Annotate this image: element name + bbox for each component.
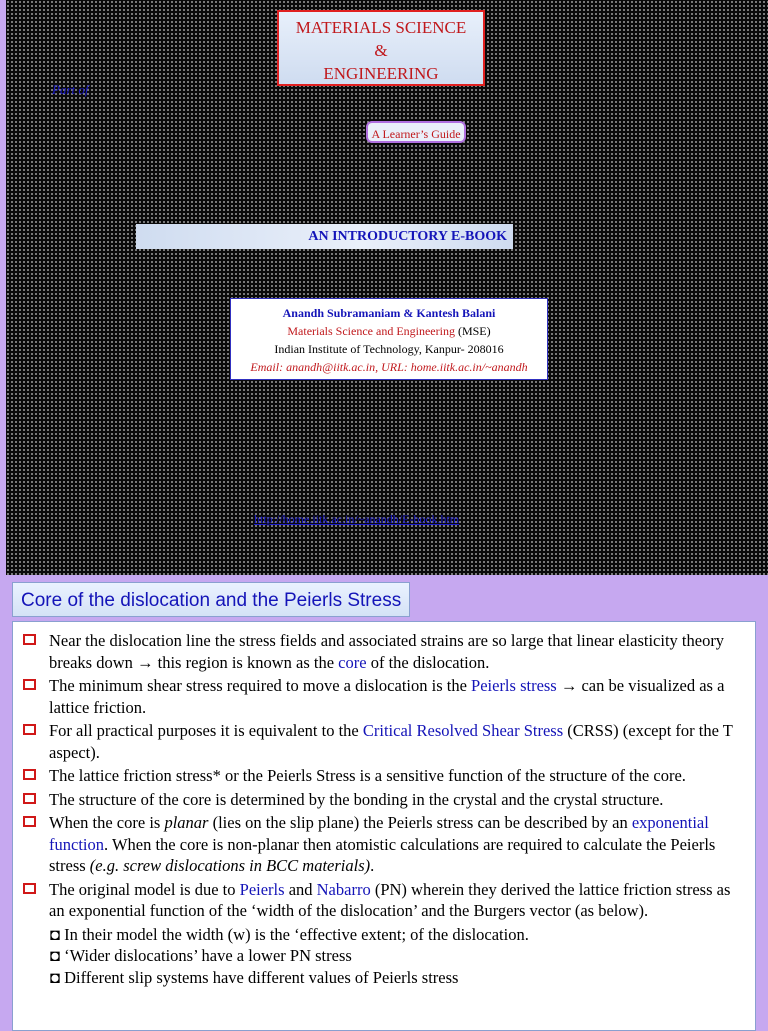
highlight-crss: Critical Resolved Shear Stress xyxy=(362,721,564,740)
ebook-banner: AN INTRODUCTORY E-BOOK xyxy=(136,224,513,249)
ebook-link[interactable]: http://home.iitk.ac.in/~anandh/E-book.htm xyxy=(254,512,460,526)
text: . When the core is non-planar then atomistic calculations are required to calculate the Peierls stress xyxy=(49,834,716,875)
italic-example: (e.g. screw dislocations in BCC materials) xyxy=(89,856,371,875)
square-bullet-icon xyxy=(23,634,36,645)
department-abbr: (MSE) xyxy=(457,324,491,338)
text: of the dislocation. xyxy=(366,652,490,672)
part-of-label: Part of xyxy=(52,82,89,97)
institute: Indian Institute of Technology, Kanpur- 208016 xyxy=(274,342,504,356)
square-bullet-icon xyxy=(23,769,36,780)
sub-item: ◘ ‘Wider dislocations’ have a lower PN stress xyxy=(50,946,352,965)
text: The minimum shear stress required to move a dislocation is the xyxy=(49,676,472,695)
department xyxy=(231,322,547,340)
slide-title: Core of the dislocation and the Peierls Stress xyxy=(12,582,410,617)
text: . xyxy=(370,856,375,875)
square-bullet-icon xyxy=(23,793,36,804)
list-item xyxy=(23,720,745,763)
title-line-2: & xyxy=(374,41,388,60)
contact-line[interactable]: Email: anandh@iitk.ac.in, URL: home.iitk.ac.in/~anandh xyxy=(250,360,528,374)
italic-planar: planar xyxy=(164,813,209,832)
text: For all practical purposes it is equivalent to the xyxy=(49,721,363,740)
department-name: Materials Science and Engineering xyxy=(287,324,455,338)
square-bullet-icon xyxy=(23,724,36,735)
slide-content xyxy=(12,621,756,1031)
title-line-1: MATERIALS SCIENCE xyxy=(295,18,467,37)
book-title-box xyxy=(277,10,485,86)
author-box xyxy=(230,298,548,380)
list-item xyxy=(23,765,745,787)
list-item xyxy=(23,812,745,877)
learners-guide-badge: A Learner’s Guide xyxy=(366,121,466,143)
highlight-nabarro: Nabarro xyxy=(316,879,371,899)
text: (CRSS) (except for the T aspect). xyxy=(49,721,733,762)
text: and xyxy=(284,879,317,899)
square-bullet-icon xyxy=(23,816,36,827)
list-item xyxy=(23,630,745,673)
list-item xyxy=(23,879,745,922)
square-bullet-icon xyxy=(23,883,36,894)
text: → can be visualized as a lattice friction. xyxy=(49,676,725,717)
sub-item: ◘ In their model the width (w) is the ‘effective extent; of the dislocation. xyxy=(50,924,529,944)
highlight-peierls: Peierls xyxy=(239,879,285,899)
highlight-exponential-function: exponential function xyxy=(49,813,709,854)
list-item xyxy=(23,789,745,811)
text: Near the dislocation line the stress fields and associated strains are so large that linear elasticity theory breaks down → this region is known as the xyxy=(49,631,725,672)
text: The lattice friction stress* or the Peierls Stress is a sensitive function of the structure of the core. xyxy=(49,766,686,785)
square-bullet-icon xyxy=(23,679,36,690)
text: The structure of the core is determined by the bonding in the crystal and the crystal structure. xyxy=(49,789,664,809)
highlight-peierls-stress: Peierls stress xyxy=(471,676,557,695)
highlight-core: core xyxy=(338,652,367,672)
text: The original model is due to xyxy=(49,879,240,899)
author-names: Anandh Subramaniam & Kantesh Balani xyxy=(282,306,496,320)
sub-item: ◘ Different slip systems have different values of Peierls stress xyxy=(50,967,459,987)
cover-slide xyxy=(6,0,768,575)
title-line-3: ENGINEERING xyxy=(323,64,439,83)
text: (lies on the slip plane) the Peierls stress can be described by an xyxy=(208,813,632,832)
text: When the core is xyxy=(49,813,165,832)
list-item xyxy=(23,675,745,718)
text: (PN) wherein they derived the lattice friction stress as an exponential function of the ‘width of the dislocation’ and the Burgers vector (as below). xyxy=(49,879,731,920)
